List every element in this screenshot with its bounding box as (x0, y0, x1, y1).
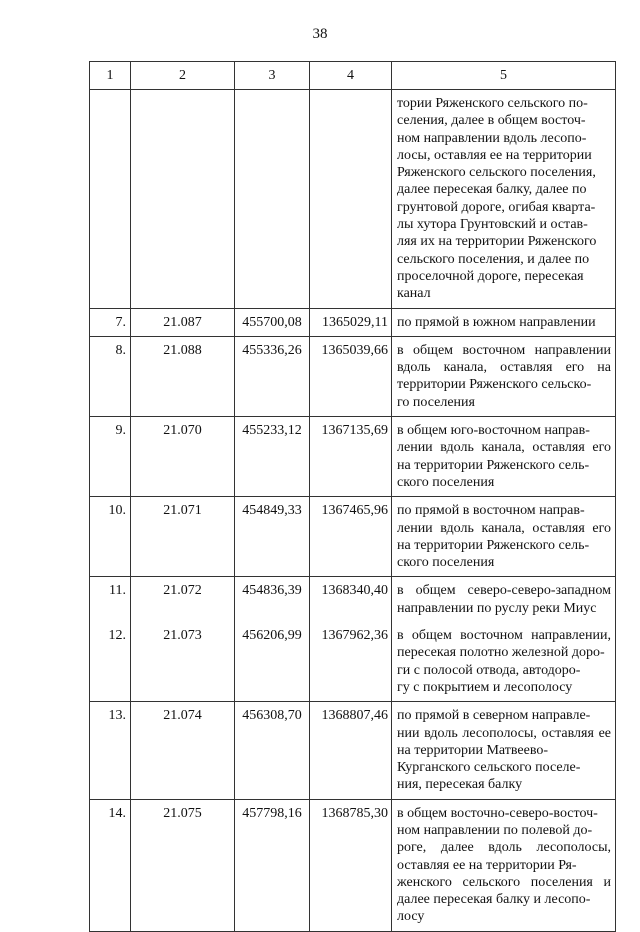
table-row (90, 702, 616, 799)
boundary-description: в общем восточном направлении, пересекая полотно железной доро- ги с полосой отвода, автодоро- гу с покрытием и лесополосу (392, 622, 616, 702)
boundary-description: по прямой в южном направлении (392, 308, 616, 336)
coordinate-y: 1365039,66 (310, 336, 392, 416)
boundary-description: в общем юго-восточном направ- лении вдоль канала, оставляя его на территории Ряженского сель- ского поселения (392, 417, 616, 497)
row-number: 9. (90, 417, 131, 497)
row-number: 8. (90, 336, 131, 416)
header-cell: 2 (131, 62, 235, 90)
row-number: 7. (90, 308, 131, 336)
header-cell: 5 (392, 62, 616, 90)
table-row (90, 577, 616, 622)
coordinate-x: 457798,16 (235, 799, 310, 931)
row-number: 11. (90, 577, 131, 622)
row-number: 14. (90, 799, 131, 931)
coordinate-y: 1365029,11 (310, 308, 392, 336)
boundary-table (89, 61, 616, 932)
coordinate-x: 455233,12 (235, 417, 310, 497)
coordinate-x: 454836,39 (235, 577, 310, 622)
point-number: 21.072 (131, 577, 235, 622)
coordinate-y: 1368785,30 (310, 799, 392, 931)
row-number: 13. (90, 702, 131, 799)
coordinate-x: 456206,99 (235, 622, 310, 702)
table-row (90, 417, 616, 497)
coordinate-y: 1367135,69 (310, 417, 392, 497)
coordinate-x: 455336,26 (235, 336, 310, 416)
point-number: 21.087 (131, 308, 235, 336)
boundary-description: по прямой в восточном направ- лении вдоль канала, оставляя его на территории Ряженского сель- ского поселения (392, 497, 616, 577)
boundary-description: в общем восточном направлении вдоль канала, оставляя его на территории Ряженского сельско- го поселения (392, 336, 616, 416)
point-number: 21.073 (131, 622, 235, 702)
continuation-row (90, 90, 616, 309)
continuation-description: тории Ряженского сельского по- селения, далее в общем восточ- ном направлении вдоль лесопо- лосы, оставляя ее на территории Ряженского сельского поселения, далее пересекая балку, далее по грунтовой дороге, огибая кварта- лы хутора Грунтовский и остав- ляя их на территории Ряженского сельского поселения, и далее по проселочной дороге, пересекая канал (392, 90, 616, 309)
table-row (90, 308, 616, 336)
header-row (90, 62, 616, 90)
table-row (90, 497, 616, 577)
table-row (90, 799, 616, 931)
table-row (90, 336, 616, 416)
coordinate-x: 455700,08 (235, 308, 310, 336)
coordinate-y: 1367465,96 (310, 497, 392, 577)
page-number: 38 (312, 26, 328, 42)
boundary-description: по прямой в северном направле- нии вдоль лесополосы, оставляя ее на территории Матвеево- Курганского сельского поселе- ния, пересекая балку (392, 702, 616, 799)
point-number: 21.070 (131, 417, 235, 497)
boundary-description: в общем восточно-северо-восточ- ном направлении по полевой до- роге, далее вдоль лесополосы, оставляя ее на территории Ря- женского сельского поселения и далее пересекая балку и лесопо- лосу (392, 799, 616, 931)
coordinate-x: 454849,33 (235, 497, 310, 577)
point-number: 21.074 (131, 702, 235, 799)
coordinate-y: 1368807,46 (310, 702, 392, 799)
table-row (90, 622, 616, 702)
boundary-description: в общем северо-северо-западном направлении по руслу реки Миус (392, 577, 616, 622)
coordinate-x: 456308,70 (235, 702, 310, 799)
coordinate-y: 1367962,36 (310, 622, 392, 702)
coordinate-y: 1368340,40 (310, 577, 392, 622)
point-number: 21.088 (131, 336, 235, 416)
header-cell: 4 (310, 62, 392, 90)
row-number: 10. (90, 497, 131, 577)
header-cell: 1 (90, 62, 131, 90)
header-cell: 3 (235, 62, 310, 90)
point-number: 21.071 (131, 497, 235, 577)
point-number: 21.075 (131, 799, 235, 931)
row-number: 12. (90, 622, 131, 702)
